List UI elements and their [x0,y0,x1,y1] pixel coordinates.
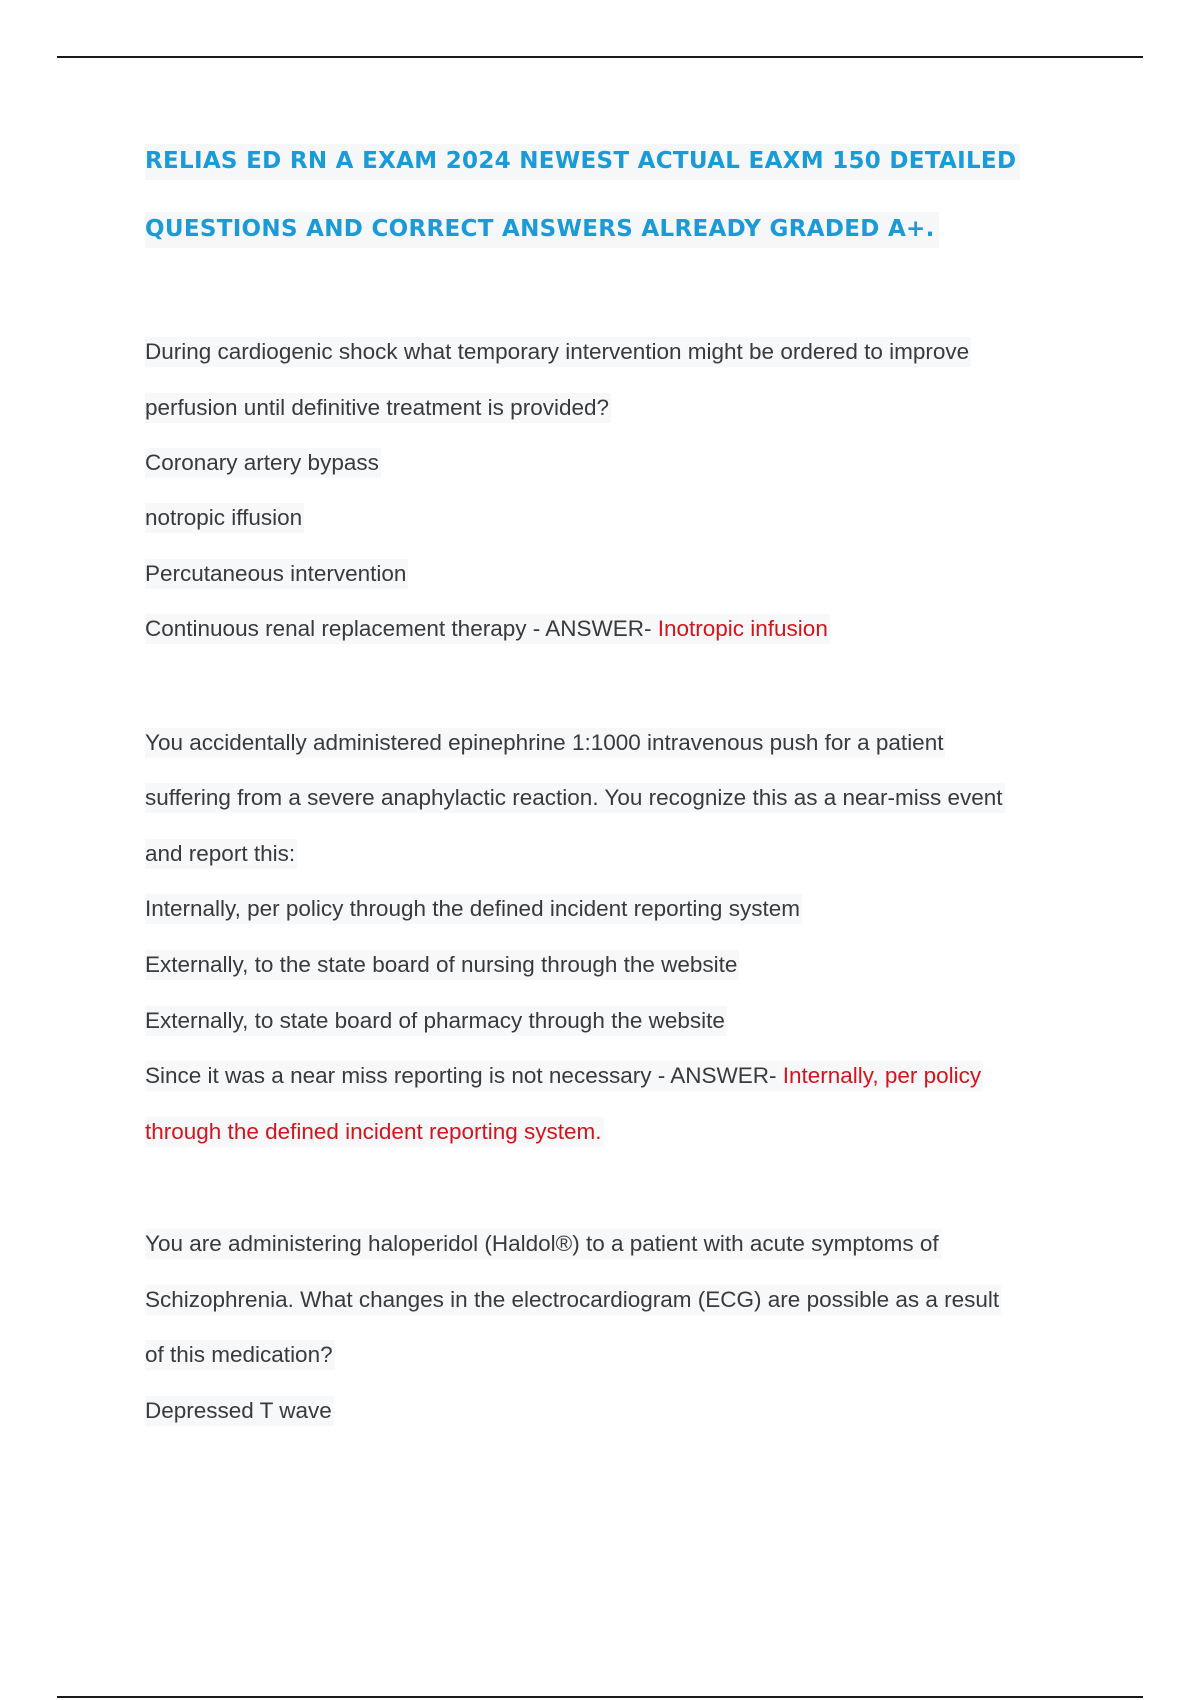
q2-option-2: Externally, to the state board of nursing through the website [145,950,739,980]
q1-option-4-with-answer [145,614,830,644]
q1-question-line-1: During cardiogenic shock what temporary intervention might be ordered to improve [145,337,971,367]
document-title-line-2: QUESTIONS AND CORRECT ANSWERS ALREADY GRADED A+. [145,212,939,248]
q1-option-3: Percutaneous intervention [145,559,408,589]
q1-answer: Inotropic infusion [657,616,828,641]
q2-question-line-3: and report this: [145,839,297,869]
q1-question-line-2: perfusion until definitive treatment is provided? [145,393,611,423]
q1-option-4: Continuous renal replacement therapy - ANSWER- [145,616,658,641]
document-title-line-1: RELIAS ED RN A EXAM 2024 NEWEST ACTUAL EAXM 150 DETAILED [145,144,1020,180]
q2-option-4-with-answer [145,1061,983,1091]
q2-option-1: Internally, per policy through the defined incident reporting system [145,894,802,924]
q1-option-1: Coronary artery bypass [145,448,381,478]
q3-question-line-1: You are administering haloperidol (Haldol®) to a patient with acute symptoms of [145,1229,941,1259]
q2-option-4: Since it was a near miss reporting is not necessary - ANSWER- [145,1063,783,1088]
q2-question-line-1: You accidentally administered epinephrine 1:1000 intravenous push for a patient [145,728,945,758]
q2-answer-part-2: through the defined incident reporting system. [145,1117,604,1147]
q1-option-2: notropic iffusion [145,503,304,533]
bottom-rule [57,1696,1143,1698]
q2-option-3: Externally, to state board of pharmacy through the website [145,1006,727,1036]
q2-answer-part-1: Internally, per policy [782,1063,982,1088]
q3-option-1: Depressed T wave [145,1396,334,1426]
q2-question-line-2: suffering from a severe anaphylactic reaction. You recognize this as a near-miss event [145,783,1005,813]
q3-question-line-2: Schizophrenia. What changes in the electrocardiogram (ECG) are possible as a result [145,1285,1001,1315]
top-rule [57,56,1143,58]
q3-question-line-3: of this medication? [145,1340,335,1370]
